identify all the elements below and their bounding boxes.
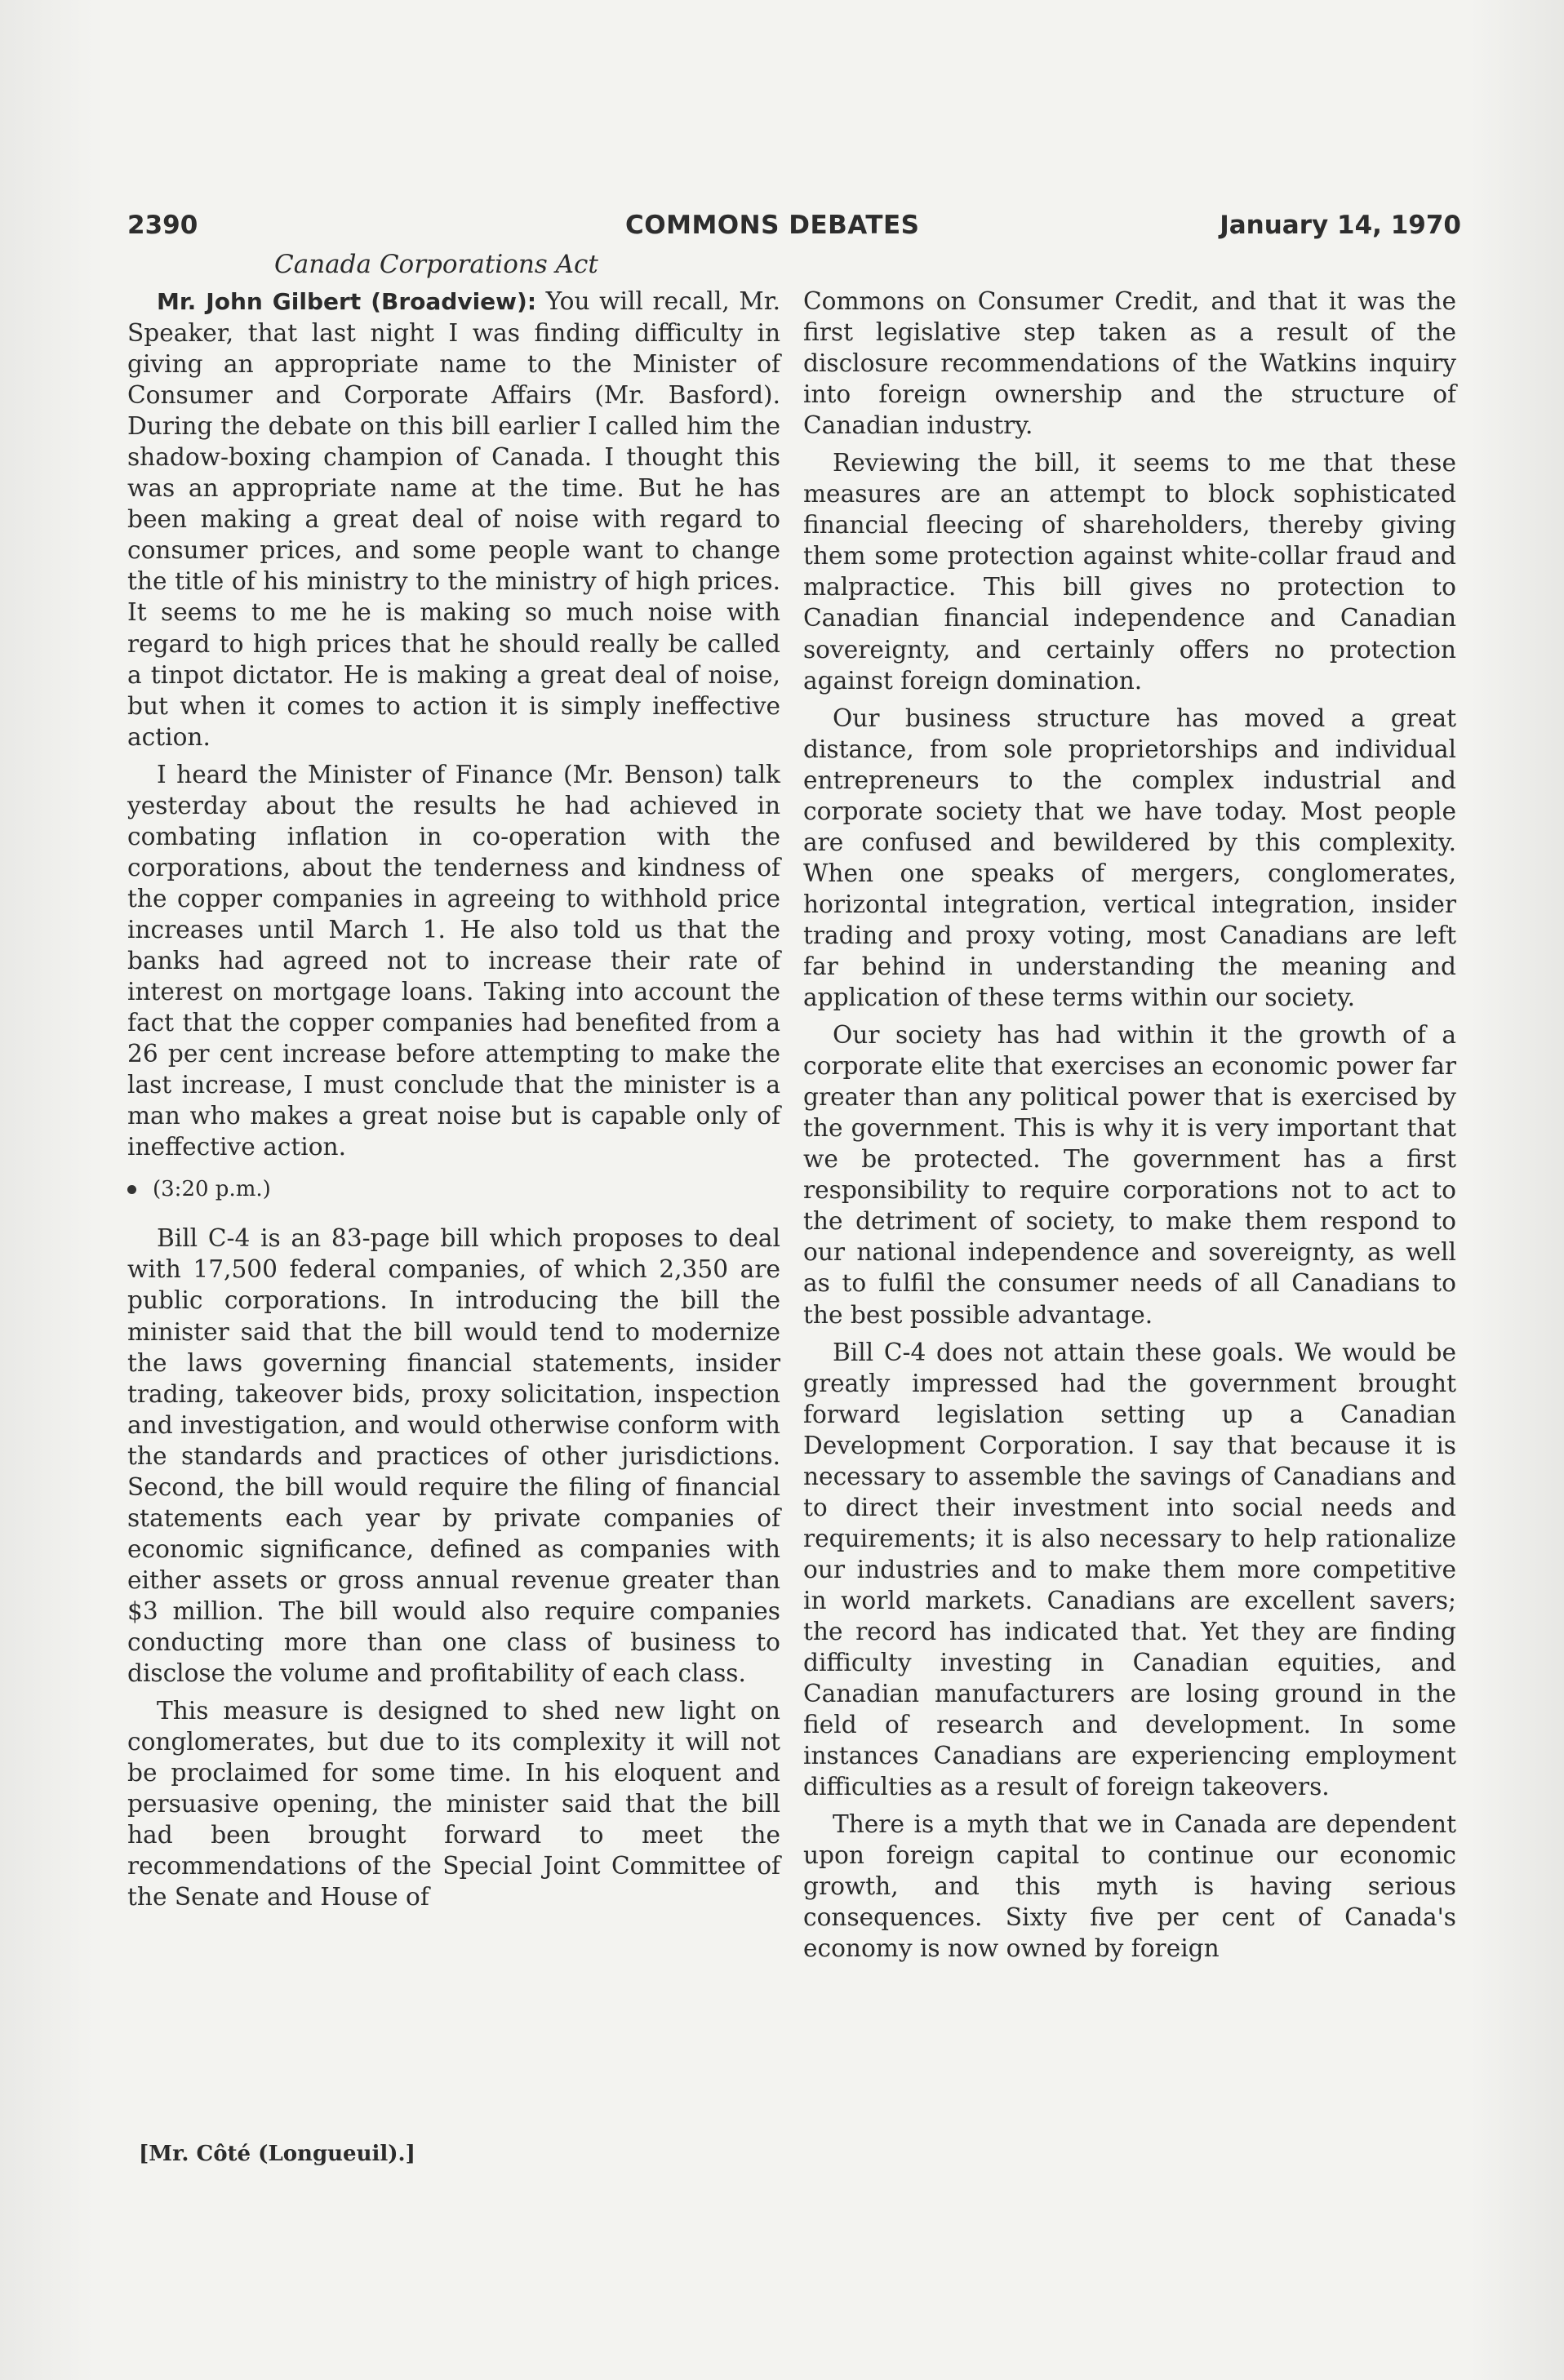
journal-title: COMMONS DEBATES	[625, 211, 920, 240]
page-number: 2390	[127, 211, 198, 240]
page-date: January 14, 1970	[1220, 211, 1461, 240]
paragraph: This measure is designed to shed new light on conglomerates, but due to its complexity it will not be proclaimed for some time. In his eloquent and persuasive opening, the minister said that the bill had been brought forward to meet the recommendations of the Special Joint Committee of the Senate and House of	[127, 1697, 780, 1912]
paragraph	[127, 286, 780, 753]
left-column	[127, 286, 780, 1919]
right-column	[803, 286, 1456, 1970]
bullet-icon	[127, 1185, 136, 1194]
paragraph: Our business structure has moved a great distance, from sole proprietorships and individual entrepreneurs to the complex industrial and corporate society that we have today. Most people are confused and bewildered by this complexity. When one speaks of mergers, conglomerates, horizontal integration, vertical integration, insider trading and proxy voting, most Canadians are left far behind in understanding the meaning and application of these terms within our society.	[803, 704, 1456, 1012]
speaker-reference: [Mr. Côté (Longueuil).]	[139, 2142, 415, 2166]
paragraph: I heard the Minister of Finance (Mr. Benson) talk yesterday about the results he had achieved in combating inflation in co-operation with the corporations, about the tenderness and kindness of the copper companies in agreeing to withhold price increases until March 1. He also told us that the banks had agreed not to increase their rate of interest on mortgage loans. Taking into account the fact that the copper companies had benefited from a 26 per cent increase before attempting to make the last increase, I must conclude that the minister is a man who makes a great noise but is capable only of ineffective action.	[127, 760, 780, 1161]
paragraph: There is a myth that we in Canada are dependent upon foreign capital to continue our economic growth, and this myth is having serious consequences. Sixty five per cent of Canada's economy is now owned by foreign	[803, 1810, 1456, 1963]
running-header	[127, 211, 1461, 250]
time-stamp-text: (3:20 p.m.)	[153, 1177, 271, 1202]
time-stamp	[127, 1174, 780, 1205]
paragraph-text: You will recall, Mr. Speaker, that last night I was finding difficulty in giving an appropriate name to the Minister of Consumer and Corporate Affairs (Mr. Basford). During the debate on this bill earlier I called him the shadow-boxing champion of Canada. I thought this was an appropriate name at the time. But he has been making a great deal of noise with regard to consumer prices, and some people want to change the title of his ministry to the ministry of high prices. It seems to me he is making so much noise with regard to high prices that he should really be called a tinpot dictator. He is making a great deal of noise, but when it comes to action it is simply ineffective action.	[127, 287, 780, 751]
paragraph: Reviewing the bill, it seems to me that these measures are an attempt to block sophisticated financial fleecing of shareholders, thereby giving them some protection against white-collar fraud and malpractice. This bill gives no protection to Canadian financial independence and Canadian sovereignty, and certainly offers no protection against foreign domination.	[803, 449, 1456, 695]
paragraph: Bill C-4 is an 83-page bill which proposes to deal with 17,500 federal companies, of which 2,350 are public corporations. In introducing the bill the minister said that the bill would tend to modernize the laws governing financial statements, insider trading, takeover bids, proxy solicitation, inspection and investigation, and would otherwise conform with the standards and practices of other jurisdictions. Second, the bill would require the filing of financial statements each year by private companies of economic significance, defined as companies with either assets or gross annual revenue greater than $3 million. The bill would also require companies conducting more than one class of business to disclose the volume and profitability of each class.	[127, 1224, 780, 1688]
section-title: Canada Corporations Act	[274, 250, 598, 279]
speaker-name: Mr. John Gilbert (Broadview):	[157, 288, 537, 315]
paragraph: Bill C-4 does not attain these goals. We would be greatly impressed had the government brought forward legislation setting up a Canadian Development Corporation. I say that because it is necessary to assemble the savings of Canadians and to direct their investment into social needs and requirements; it is also necessary to help rationalize our industries and to make them more competitive in world markets. Canadians are excellent savers; the record has indicated that. Yet they are finding difficulty investing in Canadian equities, and Canadian manufacturers are losing ground in the field of research and development. In some instances Canadians are experiencing employment difficulties as a result of foreign takeovers.	[803, 1338, 1456, 1801]
paragraph: Commons on Consumer Credit, and that it was the first legislative step taken as a result of the disclosure recommendations of the Watkins inquiry into foreign ownership and the structure of Canadian industry.	[803, 287, 1456, 440]
paragraph: Our society has had within it the growth of a corporate elite that exercises an economic power far greater than any political power that is exercised by the government. This is why it is very important that we be protected. The government has a first responsibility to require corporations not to act to the detriment of society, to make them respond to our national independence and sovereignty, as well as to fulfil the consumer needs of all Canadians to the best possible advantage.	[803, 1021, 1456, 1329]
